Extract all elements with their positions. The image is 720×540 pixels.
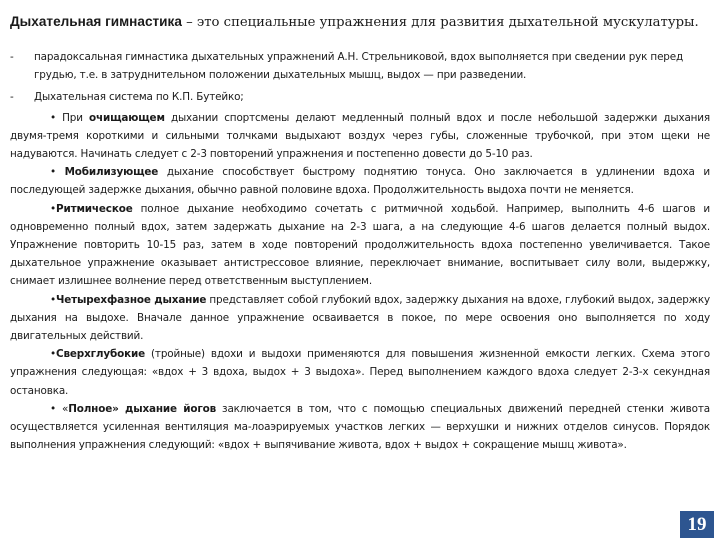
paragraph-text: полное дыхание необходимо сочетать с ритмичной ходьбой. Например, выполнить 4-6 шагов и одновременно полный вдох, затем задержать дыхание на 2-3 шага, а на следующие 4-6 шагов делается полный выдох. Упражнение повторить 10-15 раз, затем в ходе повторений продолжительность вдоха постепенно увеличивается. Такое дыхательное упражнение оказывает антистрессовое влияние, переключает внимание, воспитывает силу воли, выдержку, снимает излишнее волнение перед ответственным выступлением. — [10, 202, 710, 288]
bullet-prefix: • — [50, 348, 56, 361]
body-text — [10, 48, 710, 454]
bullet-prefix: • — [50, 293, 56, 306]
paragraph-text: (тройные) вдохи и выдохи применяются для повышения жизненной емкости легких. Схема этого упражнения следующая: «вдох + 3 вдоха, выдох + 3 выдоха». Перед выполнением каждого вдоха следует 2-3-х секундная остановка. — [10, 348, 710, 397]
list-item-text: Дыхательная система по К.П. Бутейко; — [34, 91, 244, 104]
paragraph-term: Ритмическое — [55, 202, 133, 215]
paragraph-cleansing-breath — [10, 109, 710, 164]
paragraph-yogi-full-breath — [10, 400, 710, 455]
bullet-prefix: • При — [50, 111, 89, 124]
list-item-text: парадоксальная гимнастика дыхательных упражнений А.Н. Стрельниковой, вдох выполняется при сведении рук перед грудью, т.е. в затруднительном положении дыхательных мышц, выдох — при разведении. — [34, 51, 684, 82]
paragraph-text: дыхании спортсмены делают медленный полный вдох и после небольшой задержки дыхания двумя-тремя короткими и сильными толчками выдыхают воздух через губы, сложенные трубочкой, при этом щеки не надуваются. Начинать следует с 2-3 повторений упражнения и постепенно довести до 5-10 раз. — [10, 111, 711, 161]
paragraph-text: дыхание способствует быстрому поднятию тонуса. Оно заключается в удлинении вдоха и последующей задержке дыхания, обычно равной половине вдоха. Продолжительность выдоха почти не меняется. — [10, 166, 710, 197]
bullet-prefix: • — [50, 166, 65, 179]
paragraph-term: Сверхглубокие — [55, 348, 146, 361]
paragraph-term: очищающем — [88, 111, 165, 124]
title-term: Дыхательная гимнастика — [10, 14, 182, 29]
paragraph-rhythmic-breath — [10, 200, 710, 291]
dash-marker: - — [10, 51, 14, 63]
paragraph-text: заключается в том, что с помощью специальных движений передней стенки живота осуществляется усиленная вентиляция ма-лоаэрируемых участков легких — верхушки и нижних отделов синусов. Порядок выполнения упражнения следующий: «вдох + выпячивание живота, вдох + выдох + сокращение мышц живота». — [10, 402, 710, 452]
paragraph-term: Четырехфазное дыхание — [55, 293, 207, 306]
paragraph-four-phase-breath — [10, 291, 710, 346]
paragraph-super-deep-breath — [10, 345, 710, 400]
page-title — [10, 13, 715, 32]
title-definition: – это специальные упражнения для развития дыхательной мускулатуры. — [181, 15, 699, 30]
paragraph-text: представляет собой глубокий вдох, задержку дыхания на вдохе, глубокий выдох, задержку дыхания на выдохе. Вначале данное упражнение осваивается в покое, по мере освоения оно выполняется по ходу двигательных действий. — [10, 293, 711, 343]
paragraph-mobilizing-breath — [10, 163, 710, 199]
dash-marker: - — [10, 91, 14, 104]
bullet-prefix: • — [50, 202, 56, 215]
list-item — [10, 88, 710, 106]
list-item — [10, 48, 710, 84]
paragraph-term: Мобилизующее — [64, 166, 159, 179]
page-number-badge: 19 — [680, 511, 714, 538]
bullet-prefix: • « — [50, 402, 69, 415]
paragraph-term: Полное» дыхание йогов — [68, 402, 217, 415]
